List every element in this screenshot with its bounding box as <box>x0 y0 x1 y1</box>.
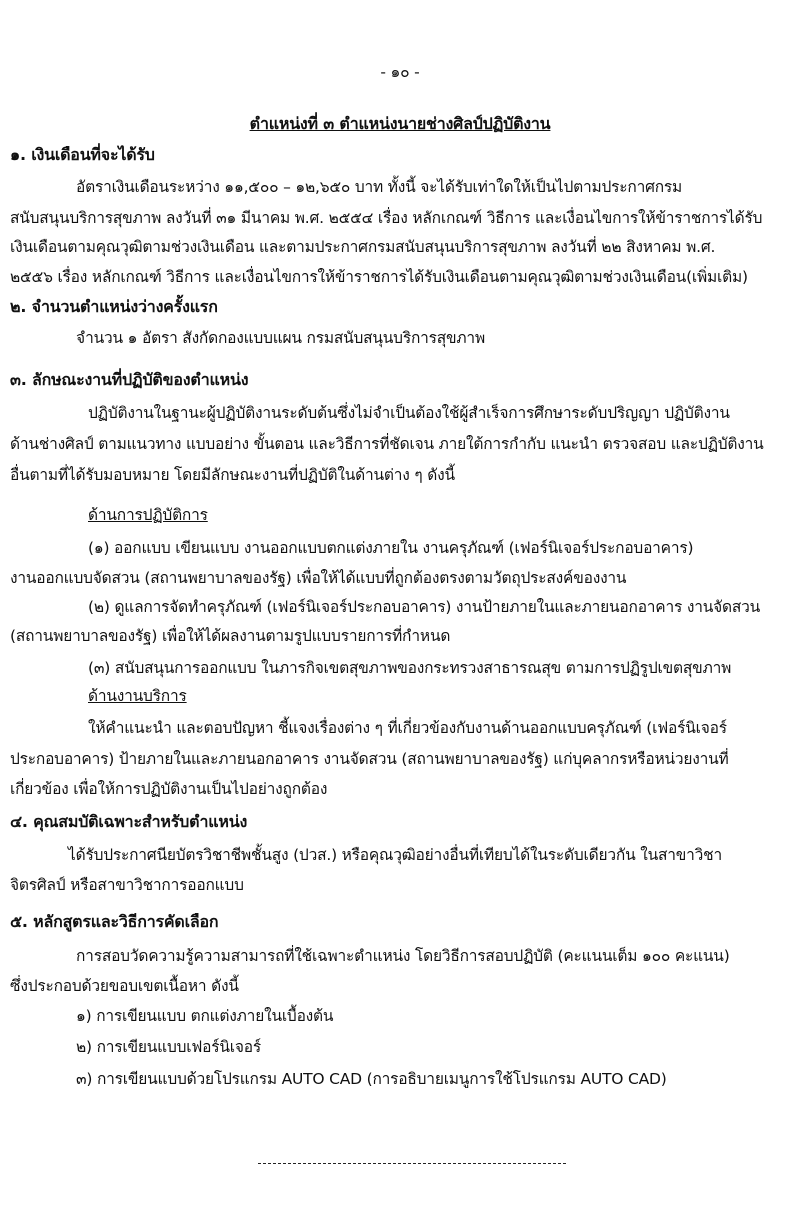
section-1-line-1: อัตราเงินเดือนระหว่าง ๑๑,๕๐๐ – ๑๒,๖๕๐ บาท ทั้งนี้ จะได้รับเท่าใดให้เป็นไปตามประกาศกรม <box>76 178 683 196</box>
section-1-heading: ๑. เงินเดือนที่จะได้รับ <box>10 145 155 164</box>
section-3-line-1: ปฏิบัติงานในฐานะผู้ปฏิบัติงานระดับต้นซึ่งไม่จำเป็นต้องใช้ผู้สำเร็จการศึกษาระดับปริญญา ปฏิบัติงาน <box>88 404 730 422</box>
exam-item-1: ๑) การเขียนแบบ ตกแต่งภายในเบื้องต้น <box>76 1007 334 1025</box>
section-3-heading: ๓. ลักษณะงานที่ปฏิบัติของตำแหน่ง <box>10 370 249 389</box>
service-line-2: ประกอบอาคาร) ป้ายภายในและภายนอกอาคาร งานจัดสวน (สถานพยาบาลของรัฐ) แก่บุคลากรหรือหน่วยงานที่ <box>10 750 729 768</box>
section-5-line-1: การสอบวัดความรู้ความสามารถที่ใช้เฉพาะตำแหน่ง โดยวิธีการสอบปฏิบัติ (คะแนนเต็ม ๑๐๐ คะแนน) <box>76 947 730 965</box>
section-5-heading: ๕. หลักสูตรและวิธีการคัดเลือก <box>10 912 219 931</box>
section-1-line-4: ๒๕๕๖ เรื่อง หลักเกณฑ์ วิธีการ และเงื่อนไขการให้ข้าราชการได้รับเงินเดือนตามคุณวุฒิตามช่วงเงินเดือน(เพิ่มเติม) <box>10 268 748 286</box>
operation-1-line-2: งานออกแบบจัดสวน (สถานพยาบาลของรัฐ) เพื่อให้ได้แบบที่ถูกต้องตรงตามวัตถุประสงค์ของงาน <box>10 569 627 587</box>
section-1-line-2: สนับสนุนบริการสุขภาพ ลงวันที่ ๓๑ มีนาคม พ.ศ. ๒๕๕๔ เรื่อง หลักเกณฑ์ วิธีการ และเงื่อนไขการให้ข้าราชการได้รับ <box>10 209 763 227</box>
section-3-line-2: ด้านช่างศิลป์ ตามแนวทาง แบบอย่าง ขั้นตอน และวิธีการที่ชัดเจน ภายใต้การกำกับ แนะนำ ตรวจสอบ และปฏิบัติงาน <box>10 435 764 453</box>
service-line-1: ให้คำแนะนำ และตอบปัญหา ชี้แจงเรื่องต่าง ๆ ที่เกี่ยวข้องกับงานด้านออกแบบครุภัณฑ์ (เฟอร์นิเจอร์ <box>88 719 727 737</box>
services-label: ด้านงานบริการ <box>88 687 187 705</box>
service-line-3: เกี่ยวข้อง เพื่อให้การปฏิบัติงานเป็นไปอย่างถูกต้อง <box>10 780 328 798</box>
operations-label: ด้านการปฏิบัติการ <box>88 506 208 524</box>
exam-item-2: ๒) การเขียนแบบเฟอร์นิเจอร์ <box>76 1038 261 1056</box>
exam-item-3: ๓) การเขียนแบบด้วยโปรแกรม AUTO CAD (การอธิบายเมนูการใช้โปรแกรม AUTO CAD) <box>76 1070 667 1088</box>
section-4-line-2: จิตรศิลป์ หรือสาขาวิชาการออกแบบ <box>10 876 244 894</box>
section-4-line-1: ได้รับประกาศนียบัตรวิชาชีพชั้นสูง (ปวส.) หรือคุณวุฒิอย่างอื่นที่เทียบได้ในระดับเดียวกัน ในสาขาวิชา <box>68 846 722 864</box>
section-5-line-2: ซึ่งประกอบด้วยขอบเขตเนื้อหา ดังนี้ <box>10 977 239 995</box>
section-4-heading: ๔. คุณสมบัติเฉพาะสำหรับตำแหน่ง <box>10 812 248 831</box>
position-title: ตำแหน่งที่ ๓ ตำแหน่งนายช่างศิลป์ปฏิบัติงาน <box>249 114 551 133</box>
section-1-line-3: เงินเดือนตามคุณวุฒิตามช่วงเงินเดือน และตามประกาศกรมสนับสนุนบริการสุขภาพ ลงวันที่ ๒๒ สิงหาคม พ.ศ. <box>10 238 716 256</box>
page-number: - ๑๐ - <box>380 63 420 81</box>
operation-3: (๓) สนับสนุนการออกแบบ ในภารกิจเขตสุขภาพของกระทรวงสาธารณสุข ตามการปฏิรูปเขตสุขภาพ <box>88 659 732 677</box>
section-2-line-1: จำนวน ๑ อัตรา สังกัดกองแบบแผน กรมสนับสนุนบริการสุขภาพ <box>76 329 485 347</box>
end-divider <box>258 1163 566 1164</box>
operation-2-line-1: (๒) ดูแลการจัดทำครุภัณฑ์ (เฟอร์นิเจอร์ประกอบอาคาร) งานป้ายภายในและภายนอกอาคาร งานจัดสวน <box>88 598 761 616</box>
section-2-heading: ๒. จำนวนตำแหน่งว่างครั้งแรก <box>10 297 218 316</box>
section-3-line-3: อื่นตามที่ได้รับมอบหมาย โดยมีลักษณะงานที่ปฏิบัติในด้านต่าง ๆ ดังนี้ <box>10 466 455 484</box>
operation-2-line-2: (สถานพยาบาลของรัฐ) เพื่อให้ได้ผลงานตามรูปแบบรายการที่กำหนด <box>10 627 451 645</box>
operation-1-line-1: (๑) ออกแบบ เขียนแบบ งานออกแบบตกแต่งภายใน งานครุภัณฑ์ (เฟอร์นิเจอร์ประกอบอาคาร) <box>88 539 694 557</box>
